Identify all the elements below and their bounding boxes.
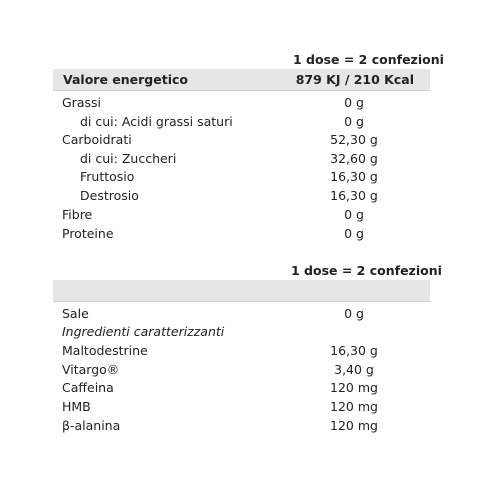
row-label-grassi: Grassi: [62, 95, 101, 110]
energy-divider: [53, 90, 430, 91]
row-value-fruttosio: 16,30 g: [330, 169, 378, 184]
row-value-sale: 0 g: [344, 306, 364, 321]
row-value-destrosio: 16,30 g: [330, 188, 378, 203]
row-label-maltodestrine: Maltodestrine: [62, 343, 148, 358]
row-label-acidi-grassi-saturi: di cui: Acidi grassi saturi: [80, 114, 233, 129]
row-value-hmb: 120 mg: [330, 399, 378, 414]
row-label-destrosio: Destrosio: [80, 188, 139, 203]
energy-label: Valore energetico: [63, 72, 188, 87]
row-label-fruttosio: Fruttosio: [80, 169, 135, 184]
row-value-proteine: 0 g: [344, 226, 364, 241]
row-value-carboidrati: 52,30 g: [330, 132, 378, 147]
row-label-caffeina: Caffeina: [62, 380, 114, 395]
row-label-beta-alanina: β-alanina: [62, 418, 121, 433]
row-label-hmb: HMB: [62, 399, 91, 414]
energy-band: [53, 69, 430, 90]
row-value-fibre: 0 g: [344, 207, 364, 222]
row-value-caffeina: 120 mg: [330, 380, 378, 395]
dose-header-2: 1 dose = 2 confezioni: [291, 263, 442, 278]
row-value-beta-alanina: 120 mg: [330, 418, 378, 433]
row-value-grassi: 0 g: [344, 95, 364, 110]
row-value-vitargo: 3,40 g: [334, 362, 374, 377]
row-value-maltodestrine: 16,30 g: [330, 343, 378, 358]
energy-value: 879 KJ / 210 Kcal: [295, 72, 414, 87]
row-label-vitargo: Vitargo®: [62, 362, 120, 377]
row-label-zuccheri: di cui: Zuccheri: [80, 151, 177, 166]
row-label-fibre: Fibre: [62, 207, 93, 222]
section2-divider: [53, 301, 430, 302]
row-label-sale: Sale: [62, 306, 89, 321]
dose-header-1: 1 dose = 2 confezioni: [293, 52, 444, 67]
row-value-zuccheri: 32,60 g: [330, 151, 378, 166]
row-label-proteine: Proteine: [62, 226, 114, 241]
section2-band: [53, 280, 430, 301]
row-value-acidi-grassi-saturi: 0 g: [344, 114, 364, 129]
row-label-carboidrati: Carboidrati: [62, 132, 132, 147]
ingredients-subheading: Ingredienti caratterizzanti: [62, 324, 225, 339]
